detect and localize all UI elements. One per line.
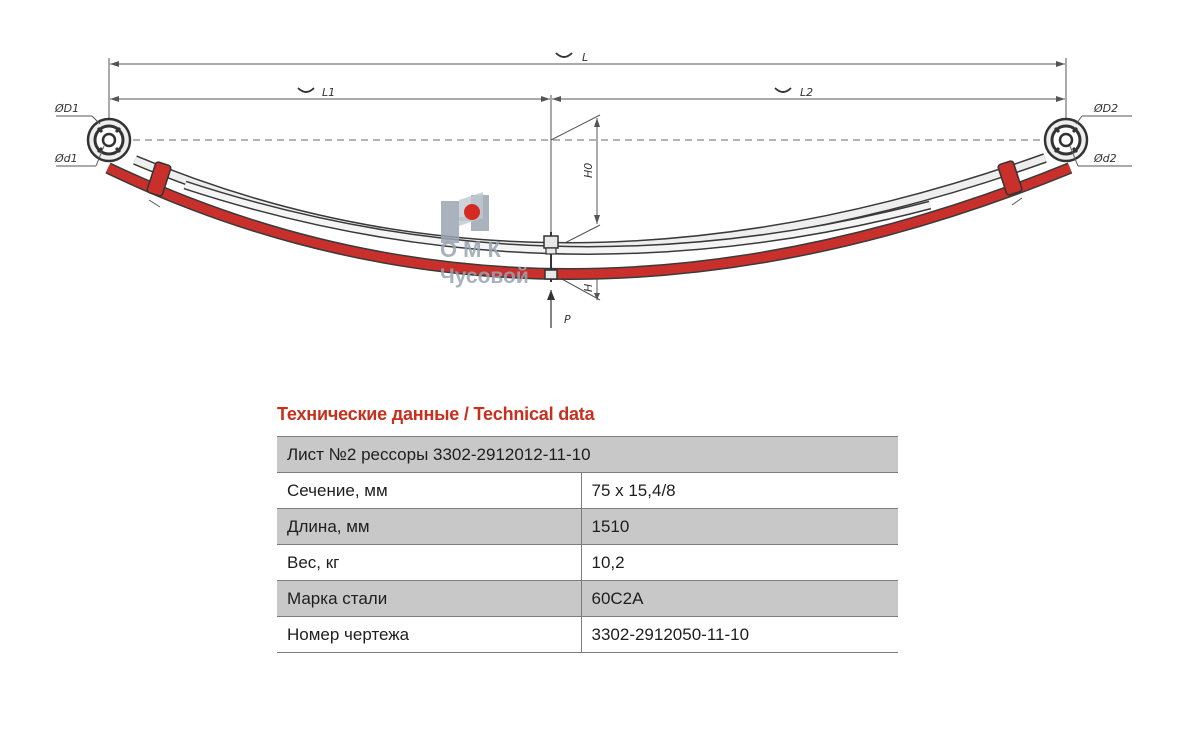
table-row (277, 509, 898, 545)
eye-bushing-left (88, 119, 130, 161)
dim-label-h: H (582, 283, 595, 292)
omk-logo (440, 192, 529, 288)
omk-logo-subtext: Чусовой (440, 265, 529, 288)
spec-label: Вес, кг (277, 545, 581, 581)
table-row (277, 545, 898, 581)
eye-bushing-right (1045, 119, 1087, 161)
load-label: P (564, 313, 571, 326)
omk-logo-dot (464, 204, 480, 220)
main-leaf (108, 168, 1070, 274)
dimension-l1 (110, 86, 550, 102)
dim-label-d1-outer: ØD1 (55, 102, 80, 115)
omk-logo-text: ОМК (440, 237, 507, 262)
table-row (277, 617, 898, 653)
table-row (277, 581, 898, 617)
dimension-l2 (552, 86, 1065, 102)
dim-label-d1-inner: Ød1 (55, 152, 78, 165)
center-bolt (544, 232, 558, 282)
dimension-d1 (54, 102, 100, 124)
spec-value: 75 x 15,4/8 (581, 473, 898, 509)
spec-label: Номер чертежа (277, 617, 581, 653)
dim-label-d2-outer: ØD2 (1094, 102, 1119, 115)
spec-value: 10,2 (581, 545, 898, 581)
spec-label: Марка стали (277, 581, 581, 617)
spec-label: Длина, мм (277, 509, 581, 545)
dim-label-h0: H0 (582, 162, 595, 178)
dim-label-d2-inner: Ød2 (1094, 152, 1117, 165)
dimension-h0 (551, 115, 600, 250)
dimension-d2 (1076, 102, 1132, 124)
table-row (277, 473, 898, 509)
spec-value: 1510 (581, 509, 898, 545)
spec-value: 60С2А (581, 581, 898, 617)
spec-table (277, 436, 898, 653)
spec-label: Сечение, мм (277, 473, 581, 509)
dim-label-l: L (582, 51, 589, 64)
leaf-spring-drawing (0, 0, 1200, 360)
load-arrow (547, 290, 571, 328)
dimension-l (110, 51, 1065, 67)
spec-value: 3302-2912050-11-10 (581, 617, 898, 653)
dim-label-l2: L2 (800, 86, 814, 99)
spec-title: Технические данные / Technical data (277, 404, 595, 424)
dim-label-l1: L1 (322, 86, 336, 99)
spec-table-header-row (277, 437, 898, 473)
spec-table-header: Лист №2 рессоры 3302-2912012-11-10 (277, 437, 898, 473)
